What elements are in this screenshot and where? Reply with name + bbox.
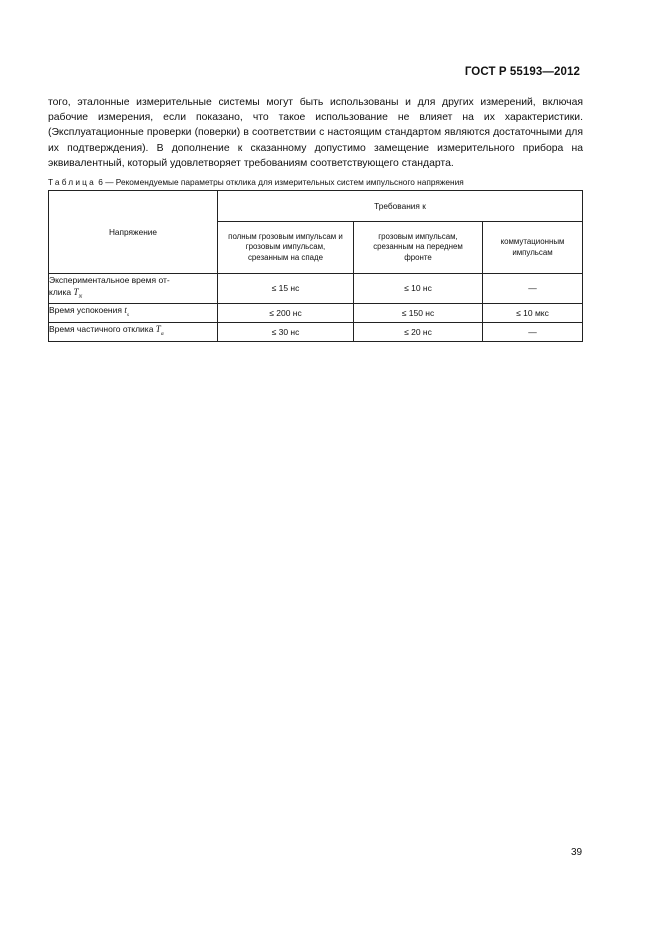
header-requirements: Требования к	[218, 191, 583, 222]
subheader-front-chopped: грозовым импульсам, срезанным на переднем фронте	[354, 222, 483, 274]
table-header-row	[49, 191, 583, 222]
page-number: 39	[571, 847, 583, 858]
table-row	[49, 322, 583, 341]
cell-value: ≤ 30 нс	[218, 322, 354, 341]
row-label-response-time: Экспериментальное время от- клика $T_N$	[49, 274, 218, 304]
subheader-switching: коммутационным импульсам	[483, 222, 583, 274]
header-voltage: Напряжение	[49, 191, 218, 274]
symbol-Talpha: $T_\alpha$	[155, 324, 164, 338]
table-row	[49, 303, 583, 322]
row-label-settling-time: Время успокоения $t_s$	[49, 303, 218, 322]
table-caption-text: — Рекомендуемые параметры отклика для измерительных систем импульсного напряжения	[105, 177, 464, 187]
intro-paragraph: того, эталонные измерительные системы могут быть использованы и для других измерений, включая рабочие измерения, если показано, что такое использование не влияет на их характеристики. (Эксплуатационные проверки (поверки) в соответствии с настоящим стандартом являются достаточными для их подтверждения). В дополнение к сказанному допустимо замещение измерительного прибора на эквивалентный, который удовлетворяет требованиям соответствующего стандарта.	[48, 97, 583, 169]
cell-value: —	[483, 274, 583, 304]
cell-value: ≤ 200 нс	[218, 303, 354, 322]
document-id-header: ГОСТ Р 55193—2012	[464, 66, 580, 78]
cell-value: —	[483, 322, 583, 341]
cell-value: ≤ 10 мкс	[483, 303, 583, 322]
cell-value: ≤ 150 нс	[354, 303, 483, 322]
row-label-partial-response-time: Время частичного отклика $T_\alpha$	[49, 322, 218, 341]
table-caption	[48, 177, 588, 187]
symbol-TN: $T_N$	[73, 287, 83, 300]
response-parameters-table	[48, 190, 583, 342]
cell-value: ≤ 15 нс	[218, 274, 354, 304]
table-row	[49, 274, 583, 304]
subheader-full-lightning: полным грозовым импульсам и грозовым импульсам, срезанным на спаде	[218, 222, 354, 274]
cell-value: ≤ 20 нс	[354, 322, 483, 341]
cell-value: ≤ 10 нс	[354, 274, 483, 304]
table-caption-prefix: Таблица	[48, 177, 96, 187]
symbol-ts: $t_s$	[124, 305, 130, 319]
table-caption-number: 6	[98, 177, 103, 187]
